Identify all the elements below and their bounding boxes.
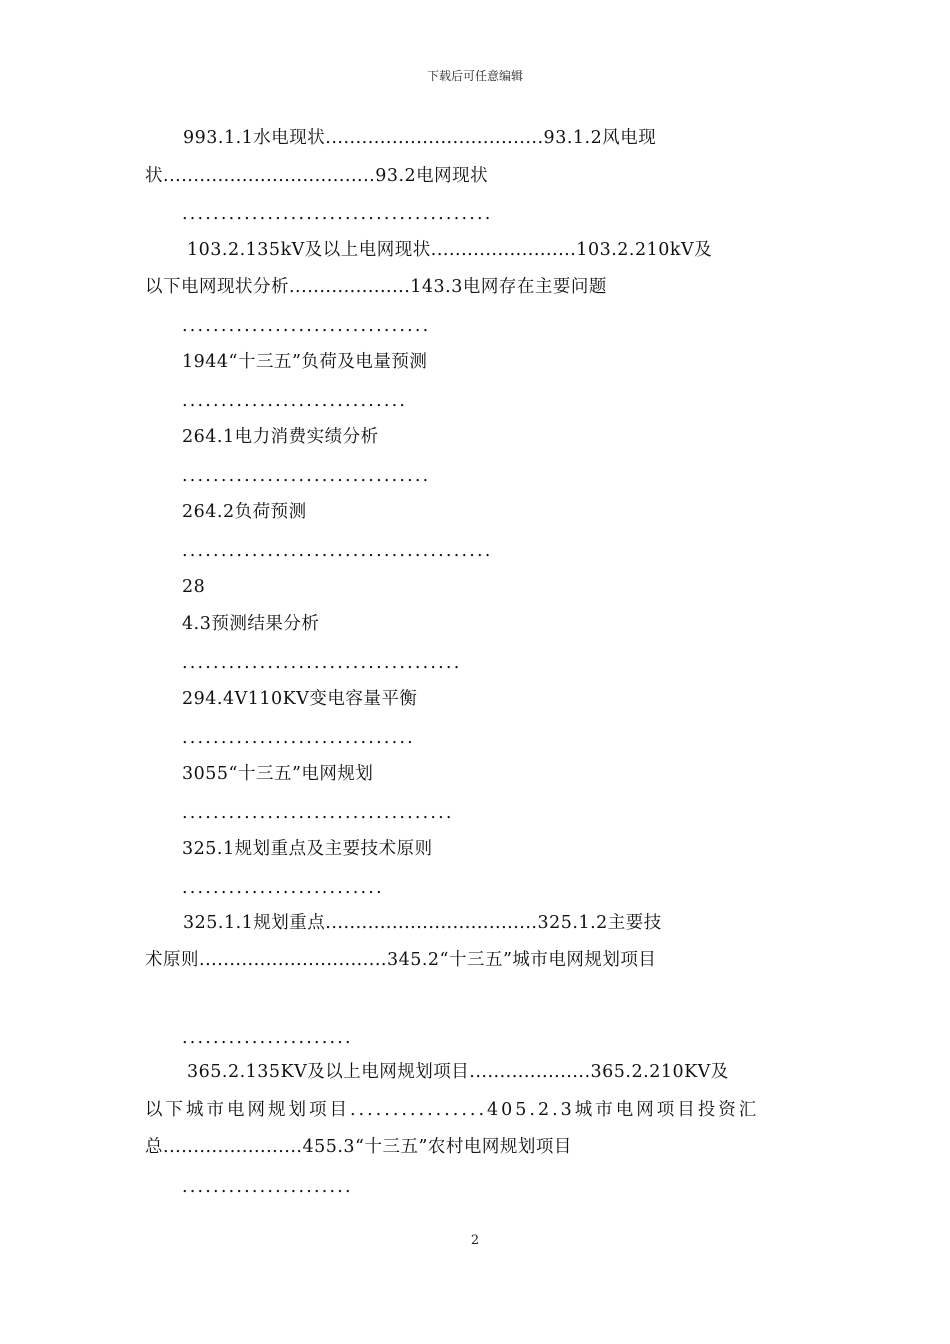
toc-leader-dots: ...................... [182, 1177, 353, 1197]
toc-leader-dots: .............................. [182, 728, 415, 748]
toc-line: 状...................................93.2电网现状 [145, 166, 489, 186]
toc-line: 294.4V110KV变电容量平衡 [182, 689, 418, 709]
toc-line: 以下城市电网规划项目................405.2.3城市电网项目投资汇 [145, 1100, 760, 1120]
toc-line: 365.2.135KV及以上电网规划项目....................365.2.210KV及 [187, 1062, 729, 1082]
toc-leader-dots: .................................... [182, 653, 462, 673]
toc-line: 264.1电力消费实绩分析 [182, 427, 379, 447]
toc-leader-dots: ................................ [182, 316, 431, 336]
toc-line: 325.1规划重点及主要技术原则 [182, 839, 433, 859]
toc-line: 264.2负荷预测 [182, 502, 307, 522]
toc-line: 4.3预测结果分析 [182, 614, 320, 634]
toc-line: 总.......................455.3“十三五”农村电网规划项目 [145, 1137, 572, 1157]
page-number: 2 [470, 1233, 480, 1248]
toc-leader-dots: ............................. [182, 391, 408, 411]
page-header: 下载后可任意编辑 [426, 69, 523, 83]
toc-leader-dots: ................................ [182, 466, 431, 486]
toc-leader-dots: ........................................ [182, 204, 493, 224]
toc-line: 28 [182, 577, 206, 597]
toc-line: 103.2.135kV及以上电网现状........................103.2.210kV及 [187, 240, 713, 260]
toc-line: 325.1.1规划重点...................................325.1.2主要技 [183, 913, 662, 933]
toc-line: 1944“十三五”负荷及电量预测 [182, 352, 428, 372]
toc-line: 993.1.1水电现状....................................93.1.2风电现 [183, 128, 657, 148]
toc-leader-dots: ................................... [182, 803, 454, 823]
toc-line: 以下电网现状分析....................143.3电网存在主要问题 [145, 277, 607, 297]
toc-leader-dots: ........................................ [182, 541, 493, 561]
toc-leader-dots: .......................... [182, 878, 384, 898]
toc-line: 3055“十三五”电网规划 [182, 764, 374, 784]
toc-leader-dots: ...................... [182, 1028, 353, 1048]
toc-line: 术原则...............................345.2“十三五”城市电网规划项目 [145, 950, 657, 970]
